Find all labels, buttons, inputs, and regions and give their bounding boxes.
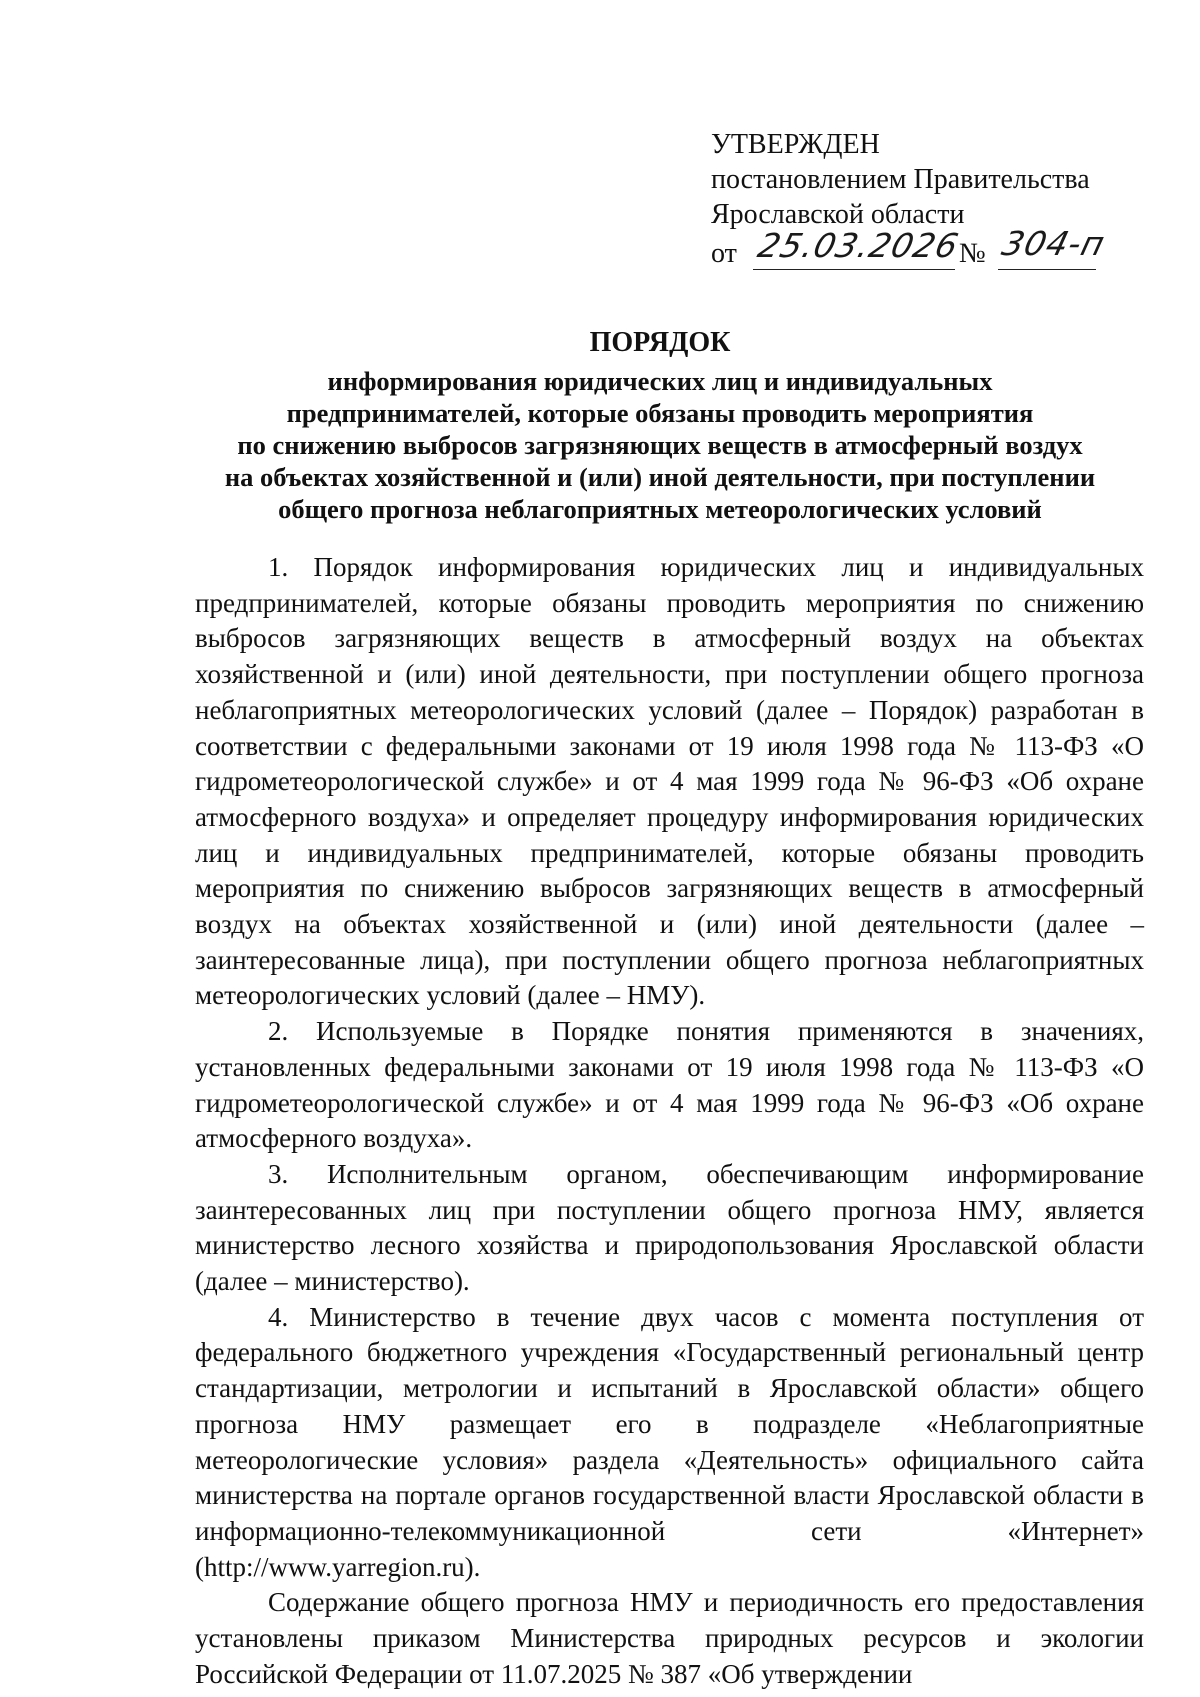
document-title: ПОРЯДОК	[589, 327, 731, 358]
number-underline	[998, 269, 1096, 270]
approval-region-line: Ярославской области	[711, 199, 965, 230]
subtitle-line: по снижению выбросов загрязняющих веществ в атмосферный воздух	[237, 430, 1083, 460]
paragraph-4: 4. Министерство в течение двух часов с момента поступления от федерального бюджетного учреждения «Государственный региональный центр стандартизации, метрологии и испытаний в Ярославской области» общего прогноза НМУ размещает его в подразделе «Неблагоприятные метеорологические условия» раздела «Деятельность» официального сайта министерства на портале органов государственной власти Ярославской области в информационно-телекоммуникационной сети «Интернет» (http://www.yarregion.ru).	[195, 1301, 1144, 1582]
subtitle-line: предпринимателей, которые обязаны проводить мероприятия	[286, 398, 1034, 428]
approval-date-number-line	[711, 224, 1151, 274]
number-label: №	[959, 238, 986, 269]
subtitle-line: информирования юридических лиц и индивидуальных	[327, 366, 993, 396]
subtitle-line: на объектах хозяйственной и (или) иной деятельности, при поступлении	[224, 462, 1096, 492]
handwritten-date: 25.03.2026	[754, 226, 963, 265]
document-body	[195, 550, 1144, 1693]
subtitle-line: общего прогноза неблагоприятных метеорологических условий	[278, 494, 1042, 524]
approval-heading: УТВЕРЖДЕН	[711, 129, 880, 160]
approval-resolution-line: постановлением Правительства	[711, 164, 1090, 195]
paragraph-1: 1. Порядок информирования юридических лиц и индивидуальных предпринимателей, которые обязаны проводить мероприятия по снижению выбросов загрязняющих веществ в атмосферный воздух на объектах хозяйственной и (или) иной деятельности, при поступлении общего прогноза неблагоприятных метеорологических условий (далее – Порядок) разработан в соответствии с федеральными законами от 19 июля 1998 года № 113-ФЗ «О гидрометеорологической службе» и от 4 мая 1999 года № 96-ФЗ «Об охране атмосферного воздуха» и определяет процедуру информирования юридических лиц и индивидуальных предпринимателей, которые обязаны проводить мероприятия по снижению выбросов загрязняющих веществ в атмосферный воздух на объектах хозяйственной и (или) иной деятельности (далее – заинтересованные лица), при поступлении общего прогноза неблагоприятных метеорологических условий (далее – НМУ).	[195, 552, 1144, 1011]
date-label: от	[711, 238, 737, 269]
date-underline	[753, 269, 955, 270]
document-title-block	[180, 326, 1140, 525]
paragraph-3: 3. Исполнительным органом, обеспечивающим информирование заинтересованных лиц при поступлении общего прогноза НМУ, является министерство лесного хозяйства и природопользования Ярославской области (далее – министерство).	[195, 1158, 1144, 1297]
paragraph-4-continuation: Содержание общего прогноза НМУ и периодичность его предоставления установлены приказом Министерства природных ресурсов и экологии Российской Федерации от 11.07.2025 № 387 «Об утверждении	[195, 1587, 1144, 1689]
paragraph-2: 2. Используемые в Порядке понятия применяются в значениях, установленных федеральными законами от 19 июля 1998 года № 113-ФЗ «О гидрометеорологической службе» и от 4 мая 1999 года № 96-ФЗ «Об охране атмосферного воздуха».	[195, 1016, 1144, 1154]
approval-stamp-block	[711, 127, 1151, 274]
handwritten-number: 304-п	[998, 224, 1110, 263]
